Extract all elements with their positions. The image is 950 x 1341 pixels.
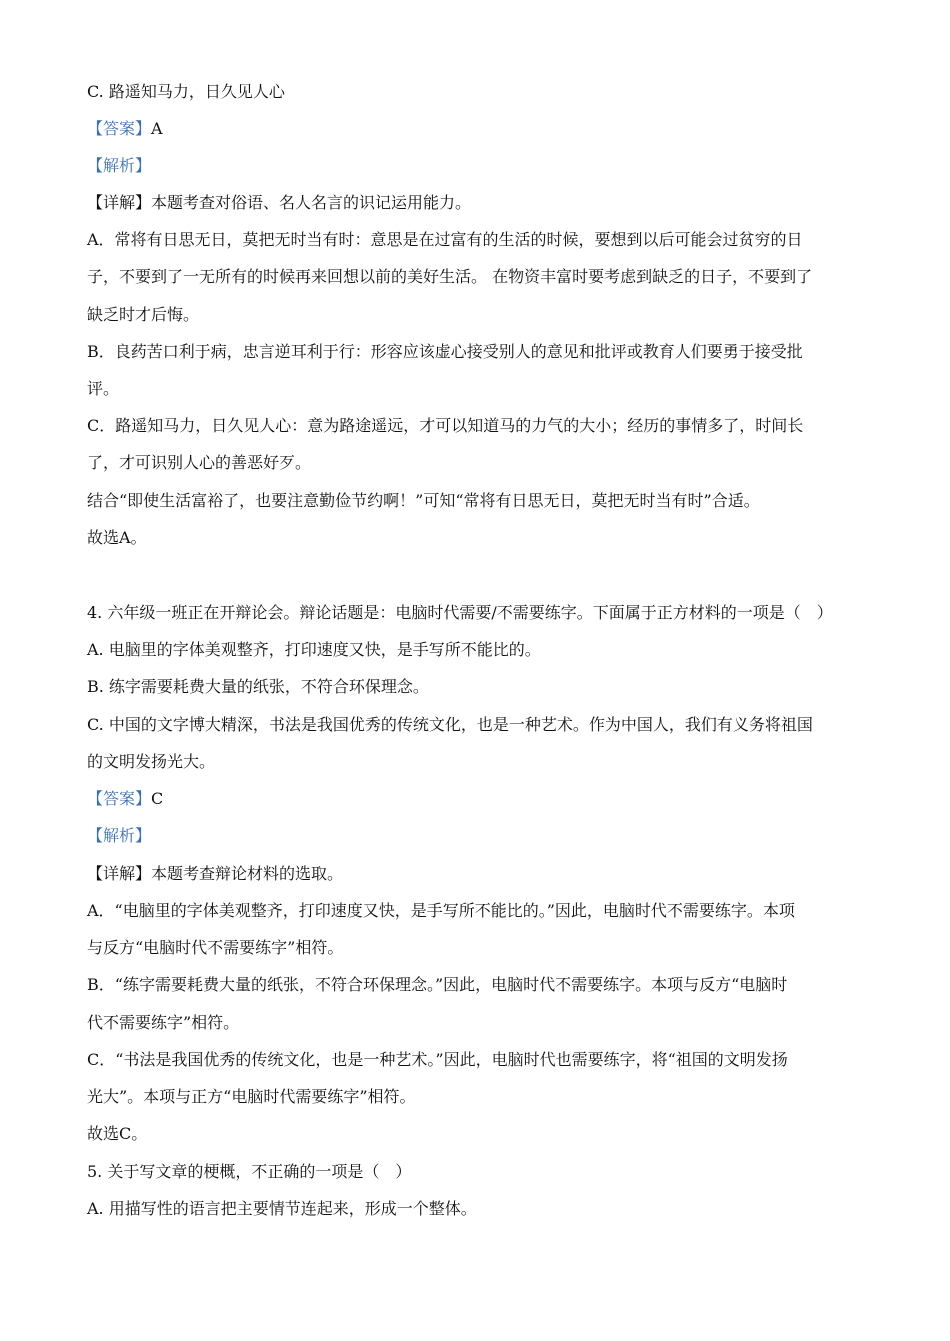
q5-stem: 5. 关于写文章的梗概，不正确的一项是（ ）	[87, 1162, 412, 1181]
detail-tag: 【详解】	[87, 864, 152, 883]
q4-exp-c-line2: 光大”。本项与正方“电脑时代需要练字”相符。	[87, 1087, 416, 1106]
q4-option-c-line1: C. 中国的文字博大精深，书法是我国优秀的传统文化，也是一种艺术。作为中国人，我们有义务将祖国	[87, 715, 813, 734]
q3-option-c: C. 路遥知马力，日久见人心	[87, 82, 285, 101]
q4-choice: 故选C。	[87, 1124, 148, 1143]
q3-analysis-tag: 【解析】	[87, 156, 152, 175]
q4-exp-a-line2: 与反方“电脑时代不需要练字”相符。	[87, 938, 344, 957]
q4-analysis-tag: 【解析】	[87, 826, 152, 845]
answer-tag: 【答案】	[87, 119, 152, 138]
q3-exp-a-line2: 子，不要到了一无所有的时候再来回想以前的美好生活。 在物资丰富时要考虑到缺乏的日子，不要到了	[87, 267, 813, 286]
answer-value: A	[151, 119, 163, 138]
q3-detail	[87, 193, 910, 213]
q4-option-c-line2: 的文明发扬光大。	[87, 752, 216, 771]
detail-intro: 本题考查对俗语、名人名言的识记运用能力。	[151, 193, 472, 212]
q3-conclusion: 结合“即使生活富裕了，也要注意勤俭节约啊！”可知“常将有日思无日，莫把无时当有时”合适。	[87, 491, 760, 510]
q4-exp-a-line1: A．“电脑里的字体美观整齐，打印速度又快，是手写所不能比的。”因此，电脑时代不需要练字。本项	[87, 901, 795, 920]
q3-exp-b-line1: B．良药苦口利于病，忠言逆耳利于行：形容应该虚心接受别人的意见和批评或教育人们要勇于接受批	[87, 342, 803, 361]
detail-tag: 【详解】	[87, 193, 152, 212]
q3-exp-c-line2: 了，才可识别人心的善恶好歹。	[87, 453, 312, 472]
q4-answer	[87, 789, 910, 809]
answer-tag: 【答案】	[87, 789, 152, 808]
q4-exp-b-line2: 代不需要练字”相符。	[87, 1013, 240, 1032]
q4-option-a: A. 电脑里的字体美观整齐，打印速度又快，是手写所不能比的。	[87, 640, 541, 659]
q4-option-b: B. 练字需要耗费大量的纸张，不符合环保理念。	[87, 677, 429, 696]
q4-exp-b-line1: B．“练字需要耗费大量的纸张，不符合环保理念。”因此，电脑时代不需要练字。本项与反方“电脑时	[87, 975, 788, 994]
q5-option-a: A. 用描写性的语言把主要情节连起来，形成一个整体。	[87, 1199, 477, 1218]
answer-value: C	[151, 789, 164, 808]
q3-exp-a-line1: A．常将有日思无日，莫把无时当有时：意思是在过富有的生活的时候，要想到以后可能会过贫穷的日	[87, 230, 803, 249]
q3-exp-a-line3: 缺乏时才后悔。	[87, 305, 200, 324]
q3-choice: 故选A。	[87, 528, 147, 547]
q4-detail	[87, 864, 910, 884]
q4-stem: 4. 六年级一班正在开辩论会。辩论话题是：电脑时代需要/不需要练字。下面属于正方材料的一项是（ ）	[87, 603, 833, 622]
q3-answer	[87, 119, 910, 139]
q4-exp-c-line1: C．“书法是我国优秀的传统文化，也是一种艺术。”因此，电脑时代也需要练字，将“祖国的文明发扬	[87, 1050, 788, 1069]
q3-exp-c-line1: C．路遥知马力，日久见人心：意为路途遥远，才可以知道马的力气的大小；经历的事情多了，时间长	[87, 416, 804, 435]
detail-intro: 本题考查辩论材料的选取。	[151, 864, 344, 883]
q3-exp-b-line2: 评。	[87, 379, 120, 398]
